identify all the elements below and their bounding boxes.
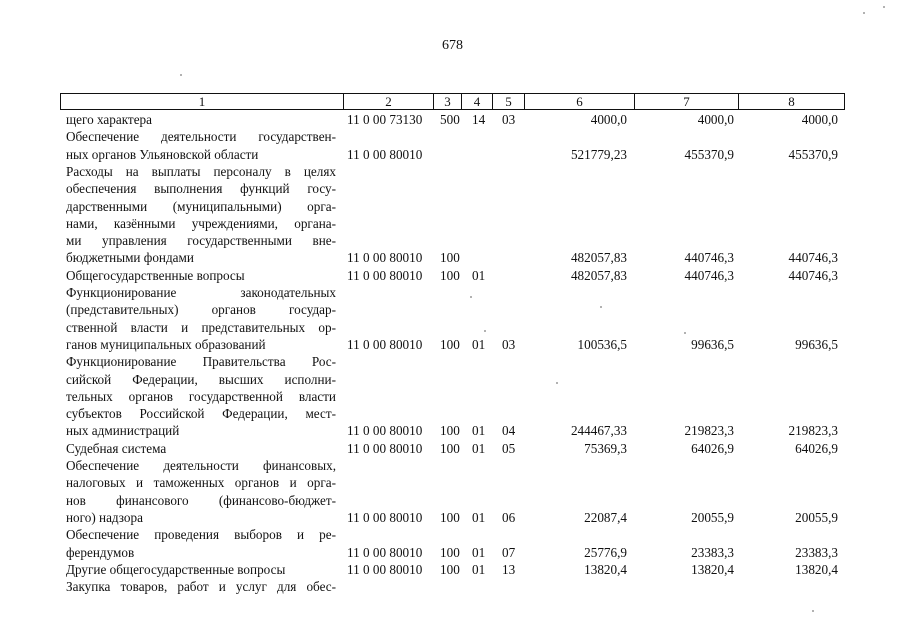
amount-col-6: 13820,4: [584, 561, 627, 577]
line-description: обеспечения выполнения функций госу-: [66, 181, 336, 197]
line-description: ного) надзора: [66, 509, 143, 525]
line-description: Обеспечение деятельности государствен-: [66, 129, 336, 145]
line-description: щего характера: [66, 112, 152, 127]
table-line: [0, 423, 905, 439]
section-code: 01: [472, 544, 486, 560]
expense-type-code: 100: [440, 544, 460, 560]
amount-col-6: 25776,9: [584, 544, 627, 560]
scan-speck: [863, 12, 865, 14]
amount-col-8: 20055,9: [795, 509, 838, 525]
amount-col-8: 219823,3: [788, 423, 838, 439]
amount-col-8: 455370,9: [788, 146, 838, 162]
subsection-code: 06: [502, 509, 516, 525]
subsection-code: 04: [502, 423, 516, 439]
table-line: [0, 320, 905, 336]
table-line: [0, 181, 905, 197]
scan-speck: [812, 610, 814, 612]
target-article-code: 11 0 00 80010: [347, 440, 423, 456]
section-code: 01: [472, 440, 486, 456]
table-line: [0, 337, 905, 353]
table-line: [0, 527, 905, 543]
subsection-code: 03: [502, 112, 516, 127]
amount-col-6: 22087,4: [584, 509, 627, 525]
line-description: Другие общегосударственные вопросы: [66, 561, 286, 577]
target-article-code: 11 0 00 80010: [347, 544, 423, 560]
amount-col-6: 244467,33: [570, 423, 627, 439]
section-code: 01: [472, 423, 486, 439]
amount-col-7: 99636,5: [691, 336, 734, 352]
scan-speck: [484, 330, 486, 332]
section-code: 01: [472, 561, 486, 577]
line-description: Обеспечение проведения выборов и ре-: [66, 527, 336, 543]
target-article-code: 11 0 00 80010: [347, 267, 423, 283]
amount-col-7: 219823,3: [684, 423, 734, 439]
target-article-code: 11 0 00 80010: [347, 250, 423, 266]
amount-col-7: 13820,4: [691, 561, 734, 577]
column-number-6: 6: [525, 94, 635, 109]
amount-col-7: 440746,3: [684, 250, 734, 266]
line-description: нов финансового (финансово-бюджет-: [66, 492, 336, 508]
expense-type-code: 100: [440, 336, 460, 352]
column-number-2: 2: [344, 94, 434, 109]
amount-col-7: 440746,3: [684, 267, 734, 283]
line-description: Расходы на выплаты персоналу в целях: [66, 163, 336, 179]
line-description: бюджетными фондами: [66, 250, 194, 266]
line-description: ми управления государственными вне-: [66, 233, 336, 249]
line-description: налоговых и таможенных органов и орга-: [66, 475, 336, 491]
table-line: [0, 216, 905, 232]
column-number-8: 8: [788, 94, 795, 109]
scan-speck: [684, 332, 686, 334]
table-line: [0, 441, 905, 457]
amount-col-8: 99636,5: [795, 336, 838, 352]
line-description: тельных органов государственной власти: [66, 388, 336, 404]
table-line: [0, 233, 905, 249]
amount-col-6: 482057,83: [570, 250, 627, 266]
table-line: [0, 112, 905, 128]
table-line: [0, 458, 905, 474]
table-line: [0, 268, 905, 284]
table-line: [0, 372, 905, 388]
table-line: [0, 406, 905, 422]
section-code: 01: [472, 336, 486, 352]
target-article-code: 11 0 00 80010: [347, 509, 423, 525]
scan-speck: [556, 382, 558, 384]
table-line: [0, 164, 905, 180]
table-line: [0, 389, 905, 405]
table-line: [0, 199, 905, 215]
section-code: 01: [472, 267, 486, 283]
table-line: [0, 579, 905, 595]
expense-type-code: 100: [440, 250, 460, 266]
line-description: Обеспечение деятельности финансовых,: [66, 458, 336, 473]
line-description: сийской Федерации, высших исполни-: [66, 371, 336, 387]
scan-speck: [600, 306, 602, 308]
amount-col-6: 75369,3: [584, 440, 627, 456]
line-description: ных администраций: [66, 423, 180, 439]
target-article-code: 11 0 00 80010: [347, 336, 423, 352]
line-description: (представительных) органов государ-: [66, 302, 336, 318]
column-number-5: 5: [493, 94, 525, 109]
amount-col-7: 455370,9: [684, 146, 734, 162]
table-line: [0, 250, 905, 266]
column-number-3: 3: [434, 94, 462, 109]
expense-type-code: 500: [440, 112, 460, 127]
table-line: [0, 562, 905, 578]
table-line: [0, 493, 905, 509]
line-description: ственной власти и представительных ор-: [66, 319, 336, 335]
subsection-code: 03: [502, 336, 516, 352]
expense-type-code: 100: [440, 423, 460, 439]
column-number-1: 1: [61, 94, 344, 109]
line-description: Общегосударственные вопросы: [66, 267, 245, 283]
table-line: [0, 475, 905, 491]
target-article-code: 11 0 00 73130: [347, 112, 423, 127]
line-description: ганов муниципальных образований: [66, 336, 266, 352]
table-line: [0, 129, 905, 145]
page-number: 678: [442, 38, 463, 53]
column-number-header: [60, 93, 845, 110]
table-line: [0, 285, 905, 301]
amount-col-8: 440746,3: [788, 267, 838, 283]
line-description: Функционирование Правительства Рос-: [66, 354, 336, 370]
target-article-code: 11 0 00 80010: [347, 423, 423, 439]
section-code: 14: [472, 112, 486, 127]
amount-col-8: 64026,9: [795, 440, 838, 456]
scan-speck: [470, 296, 472, 298]
amount-col-8: 440746,3: [788, 250, 838, 266]
line-description: Функционирование законодательных: [66, 285, 336, 300]
amount-col-7: 64026,9: [691, 440, 734, 456]
column-number-4: 4: [462, 94, 493, 109]
line-description: нами, казёнными учреждениями, органа-: [66, 215, 336, 231]
table-line: [0, 510, 905, 526]
amount-col-8: 13820,4: [795, 561, 838, 577]
amount-col-7: 20055,9: [691, 509, 734, 525]
subsection-code: 07: [502, 544, 516, 560]
line-description: Судебная система: [66, 440, 167, 456]
target-article-code: 11 0 00 80010: [347, 561, 423, 577]
line-description: Закупка товаров, работ и услуг для обес-: [66, 579, 336, 595]
line-description: дарственными (муниципальными) орга-: [66, 198, 336, 214]
table-line: [0, 302, 905, 318]
section-code: 01: [472, 509, 486, 525]
amount-col-7: 4000,0: [697, 112, 734, 127]
line-description: субъектов Российской Федерации, мест-: [66, 406, 336, 422]
expense-type-code: 100: [440, 509, 460, 525]
subsection-code: 05: [502, 440, 516, 456]
amount-col-7: 23383,3: [691, 544, 734, 560]
amount-col-6: 482057,83: [570, 267, 627, 283]
line-description: ных органов Ульяновской области: [66, 146, 259, 162]
amount-col-6: 100536,5: [577, 336, 627, 352]
target-article-code: 11 0 00 80010: [347, 146, 423, 162]
expense-type-code: 100: [440, 267, 460, 283]
line-description: ферендумов: [66, 544, 135, 560]
amount-col-6: 521779,23: [570, 146, 627, 162]
expense-type-code: 100: [440, 561, 460, 577]
table-line: [0, 545, 905, 561]
scan-speck: [883, 6, 885, 8]
amount-col-8: 23383,3: [795, 544, 838, 560]
column-number-7: 7: [635, 94, 739, 109]
amount-col-6: 4000,0: [590, 112, 627, 127]
expense-type-code: 100: [440, 440, 460, 456]
scan-speck: [180, 74, 182, 76]
subsection-code: 13: [502, 561, 516, 577]
table-line: [0, 147, 905, 163]
amount-col-8: 4000,0: [801, 112, 838, 127]
table-line: [0, 354, 905, 370]
